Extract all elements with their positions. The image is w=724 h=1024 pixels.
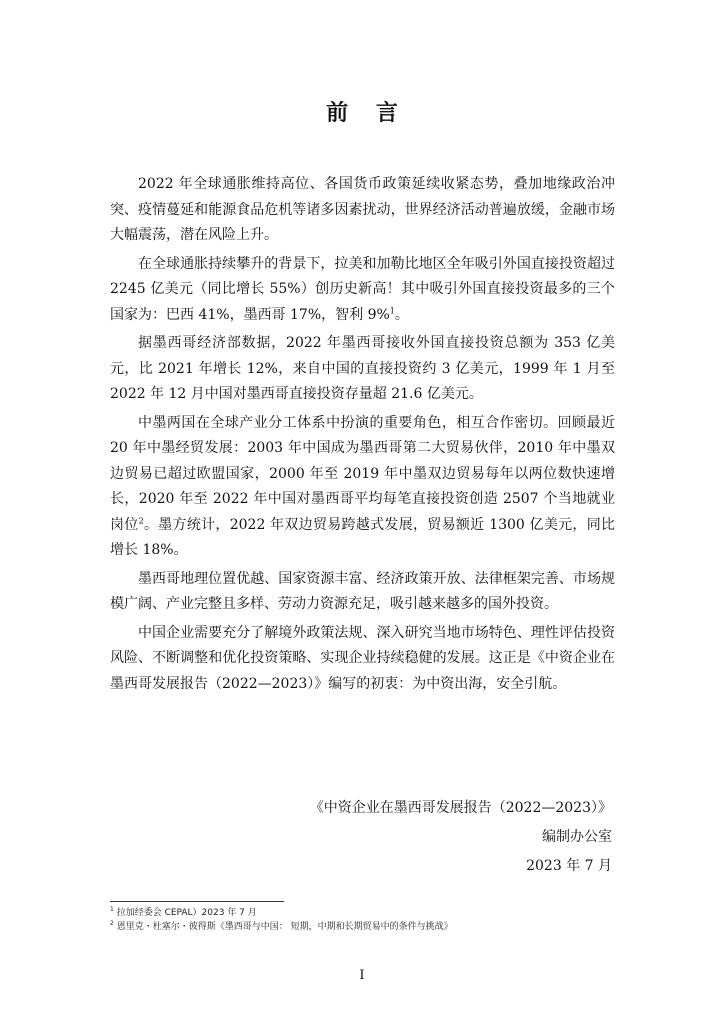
signature-report-title: 《中资企业在墨西哥发展报告（2022—2023）》 [309,800,612,816]
paragraph-2 [110,252,615,329]
page-number: I [359,968,365,983]
paragraph-4 [110,411,615,564]
paragraph-3 [110,331,615,408]
paragraph-6 [110,621,615,698]
preface-body [110,172,615,700]
footnotes [110,906,615,934]
page-title: 前 言 [326,101,408,126]
paragraph-text: 在全球通胀持续攀升的背景下，拉美和加勒比地区全年吸引外国直接投资超过 2245 亿美元（同比增长 55%）创历史新高！其中吸引外国直接投资最多的三个国家为：巴西 41%，墨西哥 17%，智利 9% [110,255,615,323]
footnote-text: 恩里克・杜塞尔・彼得斯《墨西哥与中国： 短期，中期和长期贸易中的条件与挑战》 [116,922,453,932]
paragraph-text: 中国企业需要充分了解境外政策法规、深入研究当地市场特色、理性评估投资风险、不断调整和优化投资策略、实现企业持续稳健的发展。这正是《中资企业在墨西哥发展报告（2022—2023）》编写的初衷：为中资出海，安全引航。 [110,624,615,692]
signature-date: 2023 年 7 月 [526,858,612,874]
footnote-1 [110,906,615,920]
paragraph-text-tail: 。 [394,306,409,323]
paragraph-text: 中墨两国在全球产业分工体系中扮演的重要角色，相互合作密切。回顾最近 20 年中墨经贸发展：2003 年中国成为墨西哥第二大贸易伙伴，2010 年中墨双边贸易已超过欧盟国家，2000 年至 2019 年中墨双边贸易每年以两位数快速增长，2020 年至 2022 年中国对墨西哥平均每笔直接投资创造 2507 个当地就业岗位 [110,414,615,533]
signature-block [310,794,612,881]
footnote-2 [110,920,615,934]
paragraph-text: 2022 年全球通胀维持高位、各国货币政策延续收紧态势，叠加地缘政治冲突、疫情蔓延和能源食品危机等诸多因素扰动，世界经济活动普遍放缓，金融市场大幅震荡，潜在风险上升。 [110,176,615,243]
footnote-ref-1[interactable]: 1 [389,305,395,315]
signature-office: 编制办公室 [542,829,612,845]
paragraph-text: 墨西哥地理位置优越、国家资源丰富、经济政策开放、法律框架完善、市场规模广阔、产业完整且多样、劳动力资源充足，吸引越来越多的国外投资。 [110,570,615,612]
paragraph-1 [110,172,615,249]
footnote-number: 1 [110,906,114,913]
paragraph-text: 据墨西哥经济部数据，2022 年墨西哥接收外国直接投资总额为 353 亿美元，比 2021 年增长 12%，来自中国的直接投资约 3 亿美元，1999 年 1 月至 2022 年 12 月中国对墨西哥直接投资存量超 21.6 亿美元。 [110,335,615,402]
paragraph-5 [110,567,615,618]
footnote-ref-2[interactable]: 2 [138,515,144,525]
footnote-number: 2 [110,920,114,927]
footnote-divider [110,901,284,902]
footnote-text: 拉加经委会 CEPAL）2023 年 7 月 [116,908,257,918]
paragraph-text-tail: 。墨方统计，2022 年双边贸易跨越式发展，贸易额近 1300 亿美元，同比增长 18%。 [110,516,616,558]
